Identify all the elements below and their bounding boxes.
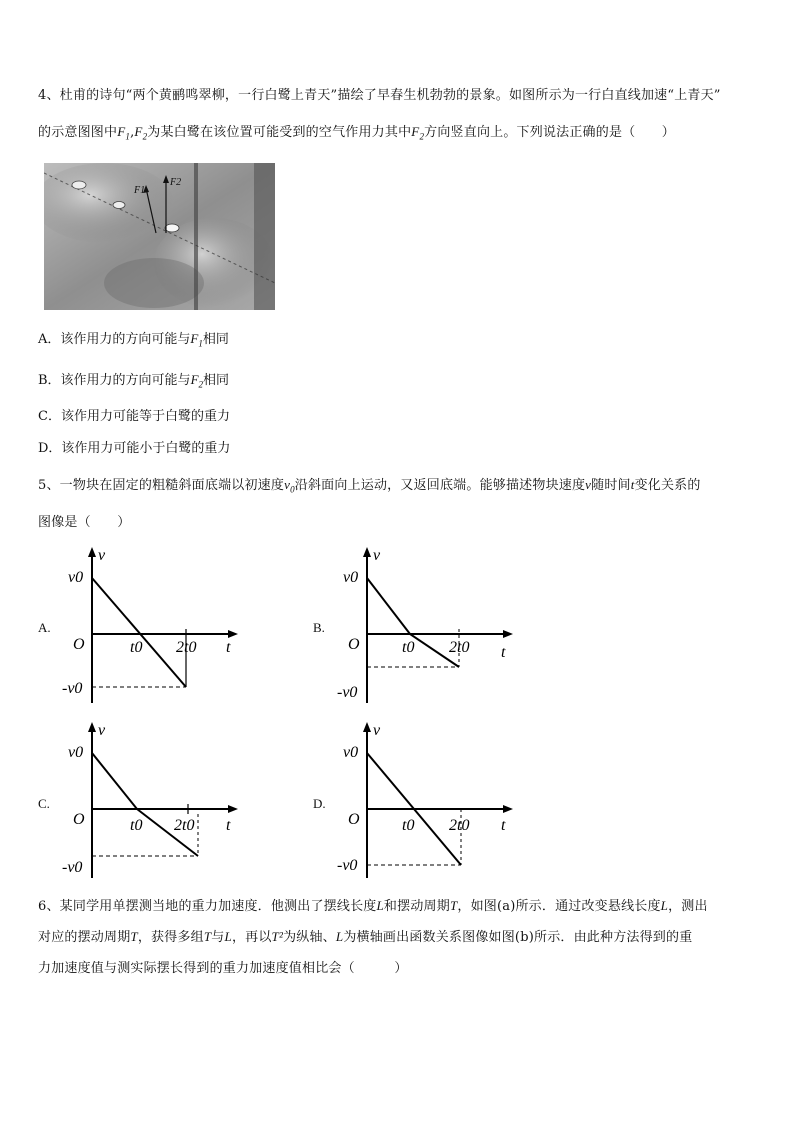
two-t0-label: 2t0 [449, 639, 470, 656]
T-symbol-2: T [130, 929, 138, 944]
q5-line1-post: 变化关系的 [634, 478, 701, 493]
q4-line2-post: 方向竖直向上。下列说法正确的是（ ） [424, 125, 675, 140]
t-axis-arrow [503, 805, 513, 813]
t-axis-arrow [228, 630, 238, 638]
q5-line1 [38, 474, 701, 495]
q4-option-d[interactable] [38, 437, 230, 456]
q5-graph-d-label[interactable]: D. [313, 796, 326, 811]
q6-line2-and: 与 [211, 930, 225, 945]
v-label: v [98, 547, 106, 564]
q6-line2 [38, 926, 692, 945]
v0-letter: v [284, 477, 291, 492]
v-axis-arrow [88, 547, 96, 557]
F1-sub: 1 [125, 131, 131, 142]
q6-line1-post: ，测出 [668, 899, 708, 914]
F2-sub-opt: 2 [198, 379, 204, 390]
F2-letter-opt: F [190, 372, 199, 387]
L-symbol-3: L [224, 929, 232, 944]
origin-label: O [348, 636, 360, 653]
q5-graph-c-label[interactable]: C. [38, 796, 50, 811]
t0-label: t0 [402, 817, 415, 834]
q4-option-a[interactable] [38, 328, 229, 349]
neg-v0-label: -v0 [62, 680, 83, 697]
two-t0-label: 2t0 [176, 639, 197, 656]
t0-label: t0 [402, 639, 415, 656]
q6-line1-mid: 和摆动周期 [383, 899, 450, 914]
q6-line1 [38, 895, 708, 914]
q6-line2-pre: 对应的摆动周期 [38, 930, 131, 945]
F2-symbol-opt [190, 372, 204, 390]
v0-symbol [284, 477, 295, 495]
t-axis-arrow [228, 805, 238, 813]
v-symbol: v [585, 477, 592, 492]
v0-label: v0 [68, 744, 84, 761]
v-axis-arrow [363, 722, 371, 732]
comma: , [130, 125, 135, 140]
q4-option-b[interactable] [38, 369, 229, 390]
q6-line3-text: 力加速度值与测实际摆长得到的重力加速度值相比会（ ） [38, 961, 408, 976]
q5-graph-a-label[interactable]: A. [38, 620, 51, 635]
F1-letter-opt: F [190, 331, 199, 346]
T-squared-symbol: T² [271, 929, 284, 944]
q4-option-b-post: 相同 [203, 373, 230, 388]
q6-line2-mid2: ，再以 [231, 930, 272, 945]
two-t0-label: 2t0 [174, 817, 195, 834]
q4-line2-mid: 为某白鹭在该位置可能受到的空气作用力其中 [147, 125, 412, 140]
q5-graph-b [335, 545, 525, 705]
v0-sub: 0 [290, 484, 295, 495]
t0-label: t0 [130, 639, 143, 656]
q4-line1 [38, 84, 721, 103]
T-symbol: T [449, 898, 458, 913]
q4-option-a-pre: A．该作用力的方向可能与 [38, 332, 191, 347]
neg-v0-label: -v0 [62, 859, 83, 876]
L-symbol-4: L [335, 929, 344, 944]
F1-symbol-opt [190, 331, 203, 349]
F1-letter: F [117, 124, 126, 139]
two-t0-label: 2t0 [449, 817, 470, 834]
v0-label: v0 [343, 744, 359, 761]
neg-v0-label: -v0 [337, 857, 358, 874]
v-label: v [98, 722, 106, 739]
q4-line2-pre: 的示意图图中 [38, 125, 118, 140]
v-t-line-up [92, 753, 137, 809]
t0-label: t0 [130, 817, 143, 834]
v-label: v [373, 547, 381, 564]
v0-label: v0 [343, 569, 359, 586]
F2-letter-2: F [411, 124, 420, 139]
q5-graph-b-label[interactable]: B. [313, 620, 325, 635]
q6-line2-mid3: 为纵轴、 [283, 930, 336, 945]
v-axis-arrow [363, 547, 371, 557]
t-label: t [501, 817, 506, 834]
origin-label: O [73, 636, 85, 653]
F1-symbol [117, 124, 131, 142]
q4-line1-text: 4、杜甫的诗句“两个黄鹂鸣翠柳，一行白鹭上青天”描绘了早春生机勃勃的景象。如图所示为一行白直线加速“上青天” [38, 88, 721, 103]
t-label: t [501, 644, 506, 661]
t-symbol: t [630, 477, 635, 492]
q4-option-c-text: C．该作用力可能等于白鹭的重力 [38, 409, 230, 424]
origin-label: O [73, 811, 85, 828]
q5-graph-a [60, 545, 250, 705]
q5-line1-mid: 沿斜面向上运动，又返回底端。能够描述物块速度 [294, 478, 586, 493]
q5-graph-d [335, 720, 525, 880]
t-label: t [226, 817, 231, 834]
v-label: v [373, 722, 381, 739]
photo-label-F2: F2 [170, 177, 182, 188]
q6-line1-mid2: ，如图(a)所示．通过改变悬线长度 [457, 899, 661, 914]
v0-label: v0 [68, 569, 84, 586]
F2-sub: 2 [142, 131, 148, 142]
q6-line2-post: 为横轴画出函数关系图像如图(b)所示．由此种方法得到的重 [343, 930, 693, 945]
q6-line1-pre: 6、某同学用单摆测当地的重力加速度．他测出了摆线长度 [38, 899, 377, 914]
q4-option-c[interactable] [38, 405, 230, 424]
q5-graph-c [60, 720, 250, 880]
q5-line1-pre: 5、一物块在固定的粗糙斜面底端以初速度 [38, 478, 285, 493]
photo-label-F1: F1 [134, 185, 146, 196]
q4-line2 [38, 121, 675, 142]
q6-line2-mid: ，获得多组 [137, 930, 204, 945]
q4-option-d-text: D．该作用力可能小于白鹭的重力 [38, 441, 231, 456]
q4-option-a-post: 相同 [202, 332, 229, 347]
v-axis-arrow [88, 722, 96, 732]
egret-photo [44, 163, 275, 310]
T-symbol-3: T [203, 929, 212, 944]
v-t-line-up [367, 578, 410, 634]
t-axis-arrow [503, 630, 513, 638]
origin-label: O [348, 811, 360, 828]
q4-option-b-pre: B．该作用力的方向可能与 [38, 373, 191, 388]
F2-sub-2: 2 [419, 131, 425, 142]
F2-symbol-2 [411, 124, 425, 142]
q5-line2-text: 图像是（ ） [38, 515, 131, 530]
L-symbol-2: L [660, 898, 669, 913]
v-t-line [92, 578, 186, 687]
L-symbol: L [376, 898, 384, 913]
q5-line2 [38, 511, 130, 530]
F2-letter: F [134, 124, 143, 139]
q6-line3 [38, 957, 408, 976]
t-label: t [226, 639, 231, 656]
F2-symbol [134, 124, 148, 142]
q5-line1-mid2: 随时间 [591, 478, 631, 493]
neg-v0-label: -v0 [337, 684, 358, 701]
F1-sub-opt: 1 [198, 338, 203, 349]
